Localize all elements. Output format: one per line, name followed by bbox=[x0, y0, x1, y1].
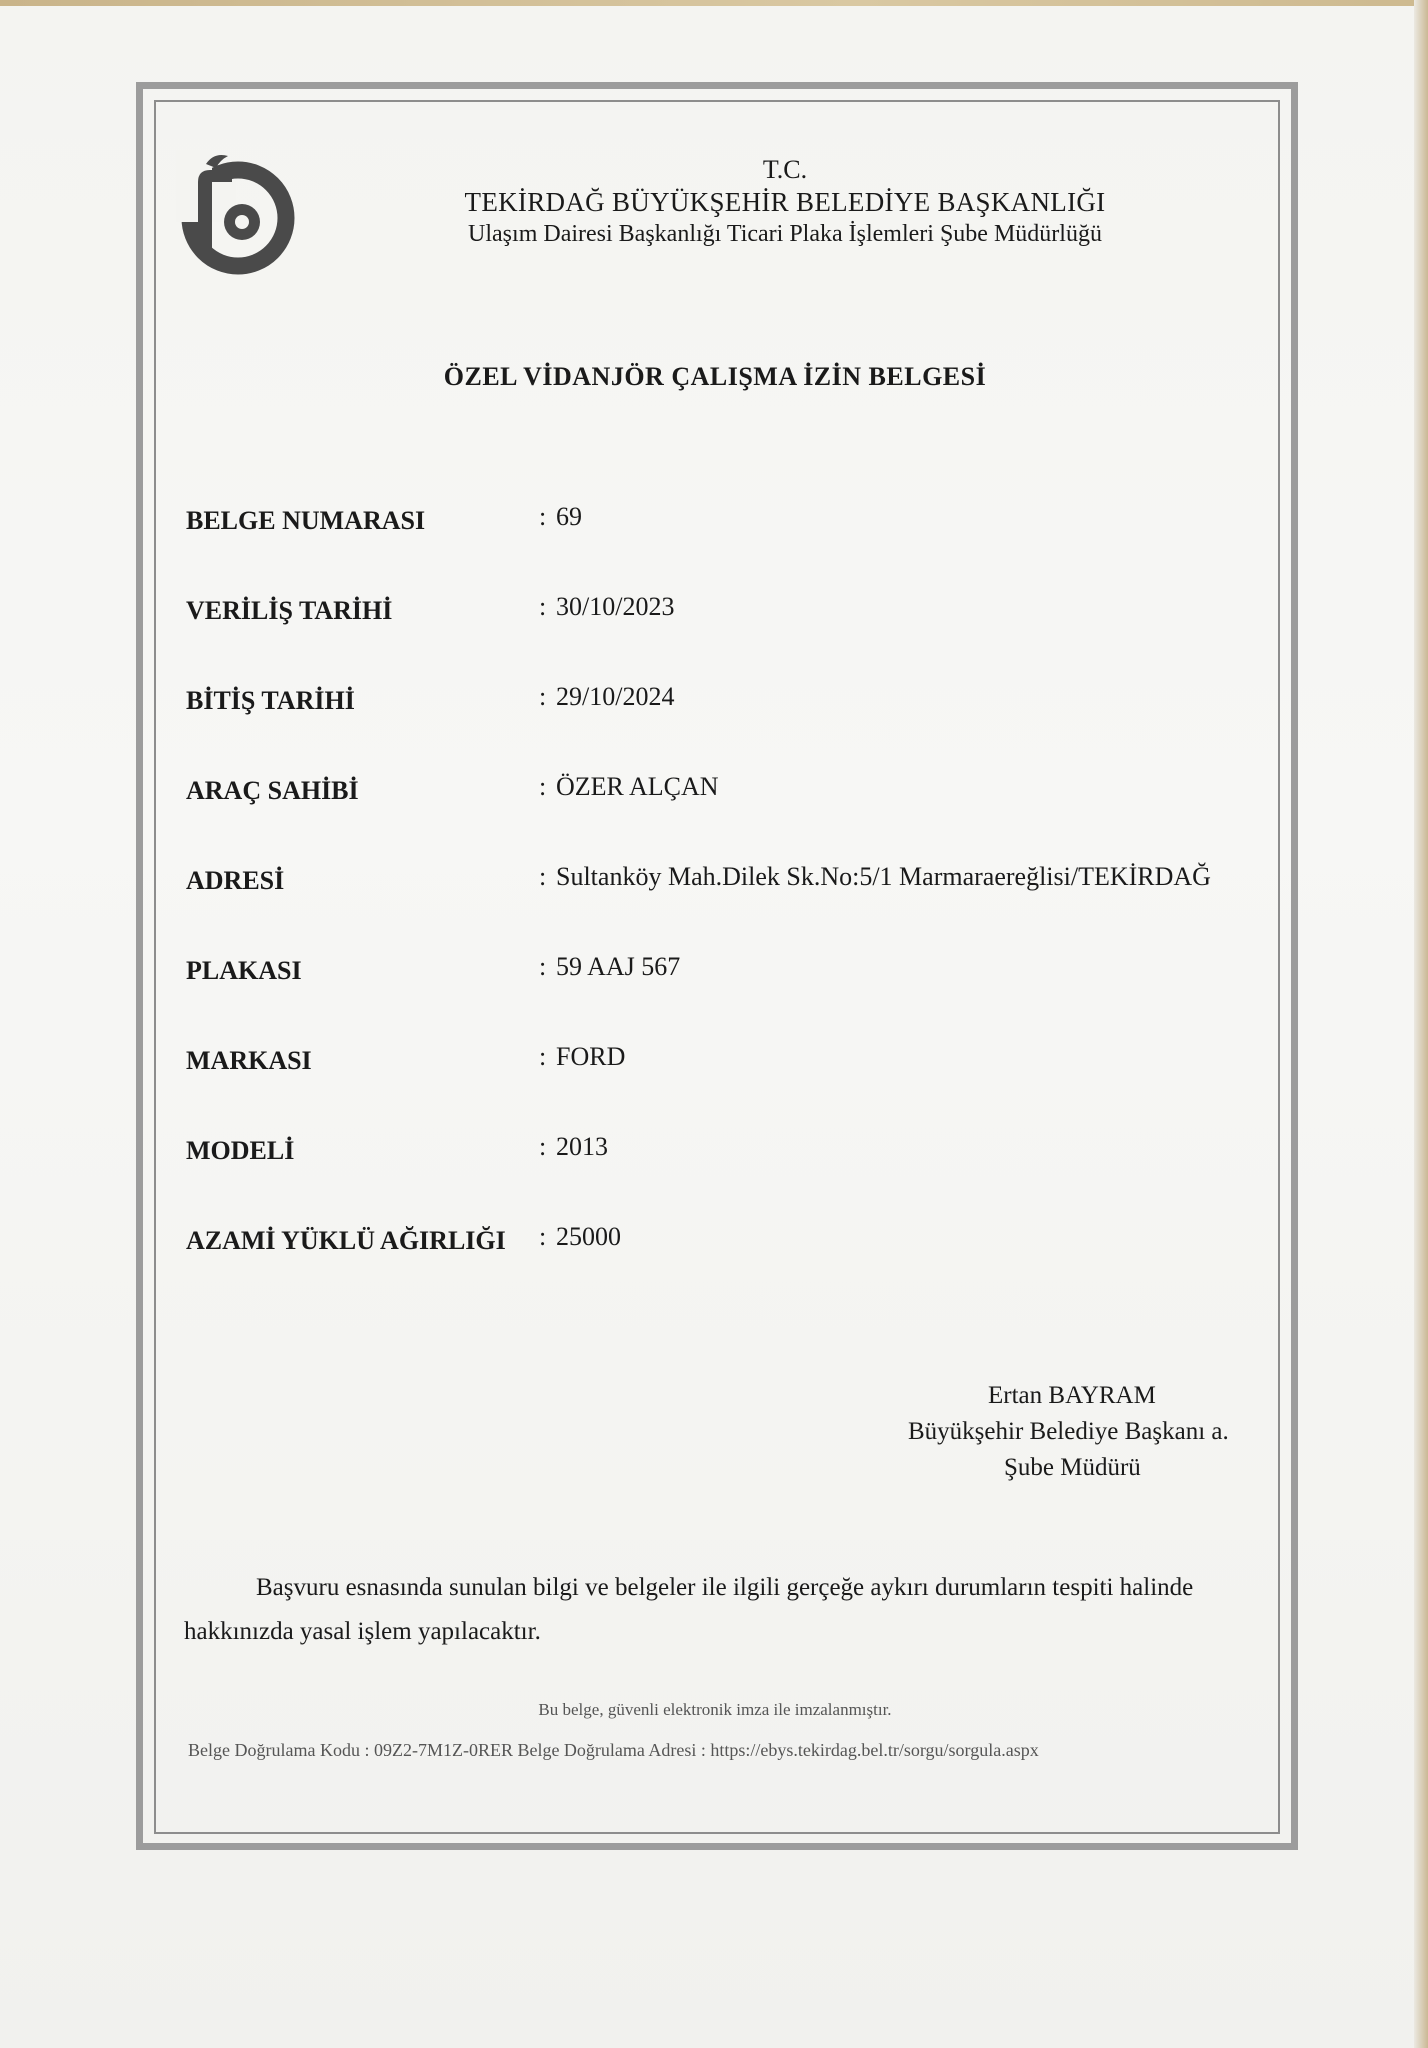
field-colon: : bbox=[539, 502, 547, 531]
field-row-arac-sahibi bbox=[186, 772, 1266, 816]
field-row-bitis-tarihi bbox=[186, 682, 1266, 726]
field-label: AZAMİ YÜKLÜ AĞIRLIĞI bbox=[186, 1226, 506, 1255]
field-value: 2013 bbox=[556, 1132, 608, 1161]
document-title: ÖZEL VİDANJÖR ÇALIŞMA İZİN BELGESİ bbox=[443, 362, 987, 391]
field-value: Sultanköy Mah.Dilek Sk.No:5/1 Marmaraereğlisi/TEKİRDAĞ bbox=[556, 862, 1211, 891]
document-header bbox=[400, 154, 1170, 250]
field-label: ADRESİ bbox=[186, 866, 285, 895]
paper-top-edge bbox=[0, 0, 1428, 6]
field-row-adresi bbox=[186, 862, 1266, 906]
verification-line: Belge Doğrulama Kodu : 09Z2-7M1Z-0RER Belge Doğrulama Adresi : https://ebys.tekirdag.bel.tr/sorgu/sorgula.aspx bbox=[188, 1740, 1039, 1760]
field-value: 59 AAJ 567 bbox=[556, 952, 681, 981]
field-row-azami-yuklu-agirligi bbox=[186, 1222, 1266, 1266]
field-label: MARKASI bbox=[186, 1046, 312, 1075]
field-value: 25000 bbox=[556, 1222, 621, 1251]
field-label: VERİLİŞ TARİHİ bbox=[186, 596, 393, 625]
field-colon: : bbox=[539, 1042, 547, 1071]
field-label: BİTİŞ TARİHİ bbox=[186, 686, 355, 715]
header-tc: T.C. bbox=[762, 155, 808, 184]
header-department: Ulaşım Dairesi Başkanlığı Ticari Plaka İşlemleri Şube Müdürlüğü bbox=[468, 221, 1102, 247]
field-colon: : bbox=[539, 1132, 547, 1161]
field-colon: : bbox=[539, 862, 547, 891]
field-value: 30/10/2023 bbox=[556, 592, 675, 621]
field-value: ÖZER ALÇAN bbox=[556, 772, 719, 801]
municipality-logo-icon bbox=[176, 150, 296, 276]
field-label: ARAÇ SAHİBİ bbox=[186, 776, 359, 805]
field-colon: : bbox=[539, 682, 547, 711]
field-colon: : bbox=[539, 952, 547, 981]
field-colon: : bbox=[539, 772, 547, 801]
field-row-verilis-tarihi bbox=[186, 592, 1266, 636]
signatory-role: Şube Müdürü bbox=[1004, 1454, 1141, 1481]
field-row-markasi bbox=[186, 1042, 1266, 1086]
signatory-name: Ertan BAYRAM bbox=[988, 1382, 1156, 1409]
header-organization: TEKİRDAĞ BÜYÜKŞEHİR BELEDİYE BAŞKANLIĞI bbox=[464, 187, 1106, 217]
paper-right-edge bbox=[1414, 0, 1428, 2048]
field-row-plakasi bbox=[186, 952, 1266, 996]
field-label: PLAKASI bbox=[186, 956, 302, 985]
legal-notice: Başvuru esnasında sunulan bilgi ve belgeler ile ilgili gerçeğe aykırı durumların tespiti halinde hakkınızda yasal işlem yapılacaktır. bbox=[184, 1574, 1194, 1645]
field-value: 69 bbox=[556, 502, 582, 531]
field-row-modeli bbox=[186, 1132, 1266, 1176]
field-label: BELGE NUMARASI bbox=[186, 506, 426, 535]
esignature-note: Bu belge, güvenli elektronik imza ile imzalanmıştır. bbox=[538, 1700, 892, 1719]
field-value: 29/10/2024 bbox=[556, 682, 675, 711]
field-colon: : bbox=[539, 1222, 547, 1251]
signatory-title: Büyükşehir Belediye Başkanı a. bbox=[908, 1418, 1229, 1445]
field-value: FORD bbox=[556, 1042, 626, 1071]
field-row-belge-numarasi bbox=[186, 502, 1266, 546]
field-colon: : bbox=[539, 592, 547, 621]
field-label: MODELİ bbox=[186, 1136, 295, 1165]
